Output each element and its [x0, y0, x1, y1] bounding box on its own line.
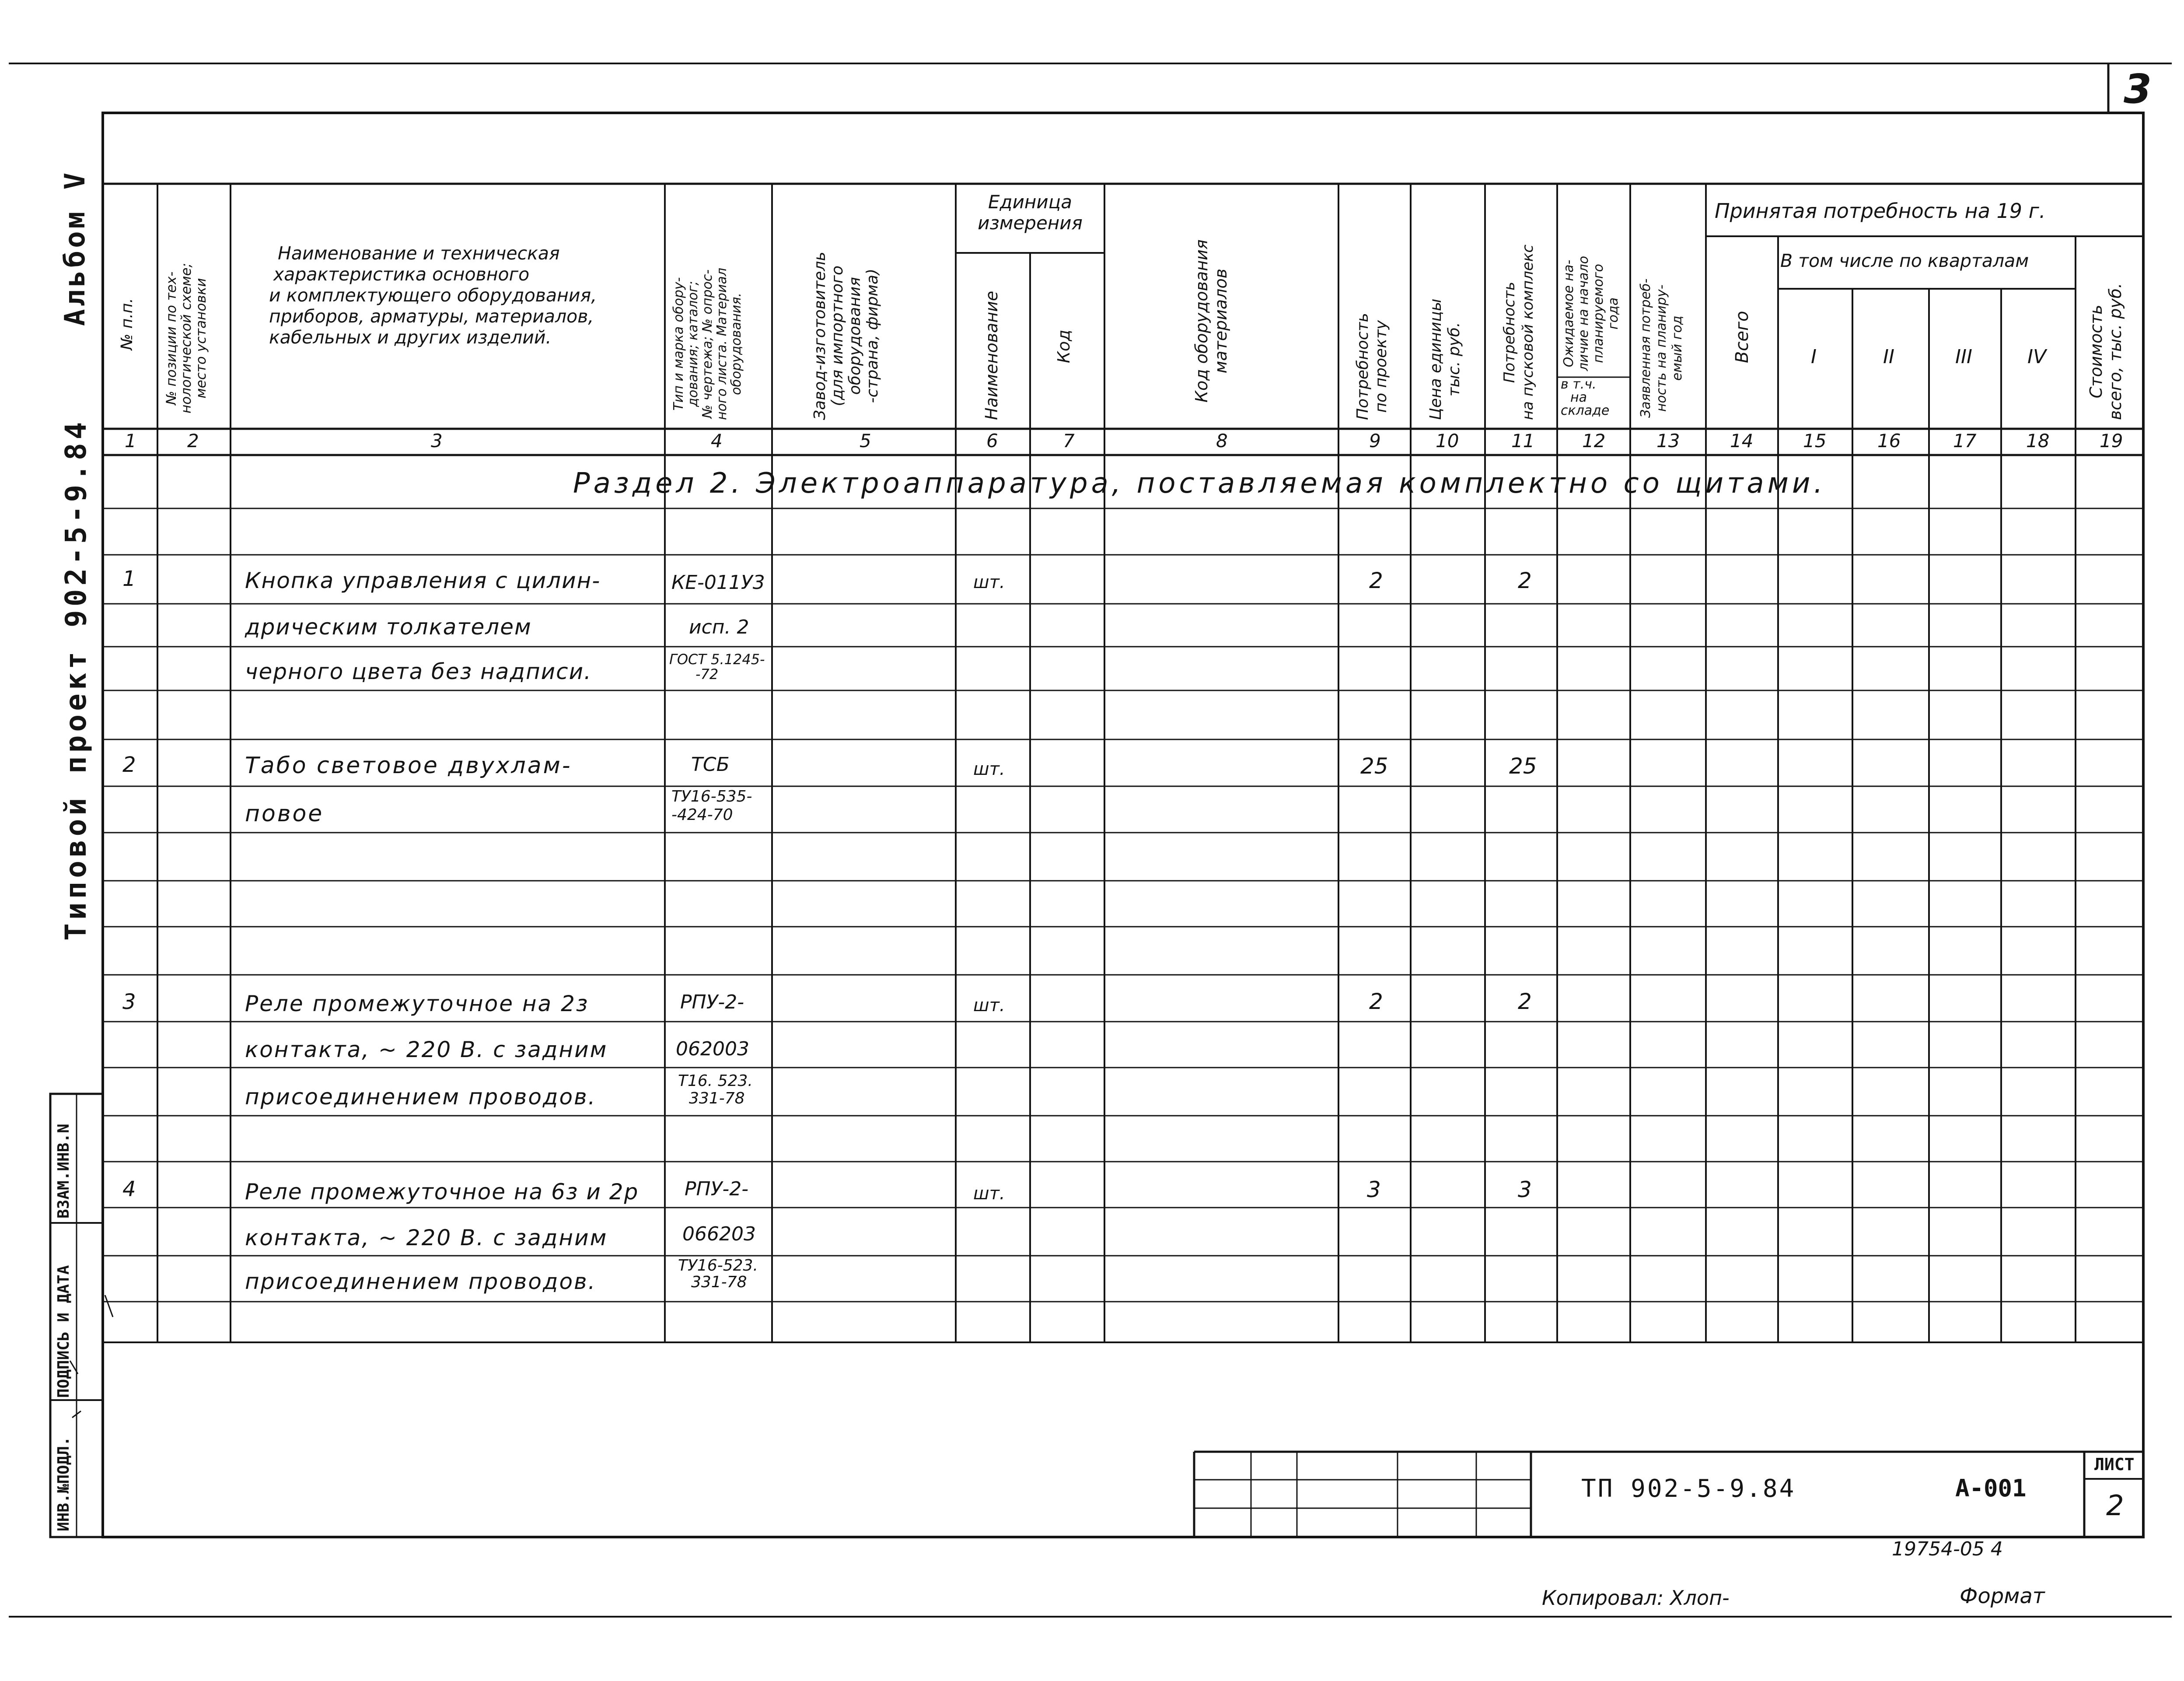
header-col-10: Цена единицы тыс. руб. [1427, 298, 1463, 420]
header-col-5: Завод-изготовитель (для импортного оборудования -страна, фирма) [811, 252, 881, 420]
stamp-inv-podl: ИНВ.№ПОДЛ. [55, 1436, 73, 1531]
item-1-no: 1 [122, 567, 136, 591]
col-num-6: 6 [986, 430, 998, 452]
header-col-9: Потребность по проекту [1354, 313, 1390, 420]
item-1-name-1: Кнопка управления с цилин- [245, 568, 601, 593]
col-num-10: 10 [1436, 430, 1459, 452]
col-num-9: 9 [1369, 430, 1381, 452]
doc-code: ТП 902-5-9.84 [1581, 1474, 1796, 1503]
item-4-name-3: присоединением проводов. [245, 1269, 597, 1294]
header-col-17: III [1955, 346, 1972, 368]
col-num-2: 2 [187, 430, 199, 452]
item-4-type-4: 331-78 [691, 1273, 747, 1291]
item-1-need: 2 [1369, 568, 1383, 593]
col-num-3: 3 [431, 430, 443, 452]
item-4-start: 3 [1518, 1177, 1532, 1202]
col-num-17: 17 [1953, 430, 1977, 452]
header-unit-group: Единица измерения [978, 191, 1083, 234]
item-1-name-3: черного цвета без надписи. [245, 659, 592, 684]
item-1-type-4: -72 [695, 666, 719, 683]
sheet-label: ЛИСТ [2094, 1455, 2135, 1474]
item-4-unit: шт. [973, 1184, 1005, 1204]
item-1-unit: шт. [973, 572, 1005, 592]
header-col-7: Код [1054, 329, 1073, 363]
item-3-name-3: присоединением проводов. [245, 1084, 597, 1110]
col-num-11: 11 [1511, 430, 1535, 452]
header-col-2: № позиции по тех- нологической схеме; место установки [164, 263, 209, 413]
header-quarters-title: В том числе по кварталам [1780, 250, 2029, 271]
item-3-unit: шт. [973, 995, 1005, 1016]
item-3-start: 2 [1518, 989, 1532, 1014]
item-3-type-2: 062003 [676, 1038, 749, 1060]
item-3-need: 2 [1369, 989, 1383, 1014]
item-4-name-2: контакта, ~ 220 В. с задним [245, 1225, 608, 1250]
header-col-14: Всего [1732, 311, 1752, 363]
item-4-name-1: Реле промежуточное на 6з и 2р [245, 1179, 639, 1205]
archive-number: 19754-05 4 [1892, 1538, 2003, 1560]
header-col-1: № п.п. [118, 298, 136, 350]
item-1-type-1: КЕ-011У3 [671, 571, 765, 594]
item-1-type-2: исп. 2 [689, 616, 749, 638]
format-label: Формат [1960, 1584, 2045, 1608]
header-col-12-sub: в т.ч. на складе [1561, 377, 1610, 418]
item-2-start: 25 [1509, 753, 1537, 779]
item-1-type-3: ГОСТ 5.1245- [669, 651, 765, 668]
header-col-12: Ожидаемое на- личие на начало планируемого года [1561, 256, 1621, 371]
col-num-5: 5 [860, 430, 871, 452]
item-3-name-1: Реле промежуточное на 2з [245, 991, 589, 1016]
col-num-13: 13 [1656, 430, 1680, 452]
page-number: 3 [2124, 66, 2152, 112]
col-num-14: 14 [1730, 430, 1754, 452]
col-num-16: 16 [1877, 430, 1901, 452]
header-col-8: Код оборудования материалов [1192, 239, 1230, 403]
col-num-1: 1 [125, 430, 136, 452]
header-col-4: Тип и марка обору- дования; каталог; № чертежа; № опрос- ного листа. Материал оборудования. [671, 267, 744, 420]
col-num-12: 12 [1582, 430, 1606, 452]
item-4-type-2: 066203 [682, 1223, 756, 1245]
item-3-type-3: Т16. 523. [678, 1072, 753, 1090]
col-num-4: 4 [711, 430, 723, 452]
header-col-19: Стоимость всего, тыс. руб. [2086, 283, 2125, 420]
item-3-no: 3 [122, 990, 136, 1014]
item-3-name-2: контакта, ~ 220 В. с задним [245, 1037, 608, 1062]
item-3-type-1: РПУ-2- [680, 991, 744, 1013]
item-2-need: 25 [1360, 753, 1388, 779]
item-4-need: 3 [1367, 1177, 1381, 1202]
item-2-no: 2 [122, 753, 136, 777]
col-num-19: 19 [2100, 430, 2123, 452]
item-2-name-1: Табо световое двухлам- [245, 753, 572, 779]
item-2-type-2: ТУ16-535- [671, 788, 752, 805]
item-2-type-3: -424-70 [671, 806, 733, 824]
sheet-code: А-001 [1955, 1474, 2027, 1502]
header-col-16: II [1883, 346, 1894, 368]
item-3-type-4: 331-78 [689, 1089, 745, 1107]
header-col-18: IV [2027, 346, 2047, 368]
header-col-15: I [1811, 346, 1817, 368]
stamp-sign-date: ПОДПИСЬ И ДАТА [55, 1265, 73, 1398]
header-col-3: Наименование и техническая характеристика основного и комплектующего оборудования, приборов, арматуры, материалов, кабельных и других изделий. [269, 243, 597, 348]
item-4-type-3: ТУ16-523. [678, 1257, 758, 1275]
item-4-no: 4 [122, 1177, 136, 1201]
sheet-number: 2 [2106, 1490, 2124, 1522]
item-2-name-2: повое [245, 801, 324, 827]
item-1-name-2: дрическим толкателем [245, 614, 532, 640]
item-2-type-1: ТСБ [691, 753, 730, 776]
copied-by: Копировал: Хлоп- [1542, 1586, 1730, 1610]
album-label: Альбом V [59, 170, 91, 326]
header-col-13: Заявленная потреб- ность на планиру- емый год [1638, 278, 1685, 418]
stamp-vzam-inv: ВЗАМ.ИНВ.N [55, 1124, 73, 1219]
header-col-6: Наименование [982, 291, 1001, 420]
section-title: Раздел 2. Электроаппаратура, поставляемая комплектно со щитами. [573, 467, 1826, 500]
project-label: Типовой проект 902-5-9.84 [59, 418, 93, 941]
item-1-start: 2 [1518, 568, 1532, 593]
col-num-7: 7 [1063, 430, 1075, 452]
col-num-8: 8 [1216, 430, 1228, 452]
item-4-type-1: РПУ-2- [685, 1178, 749, 1200]
header-accepted: Принятая потребность на 19 г. [1715, 199, 2046, 223]
header-col-11: Потребность на пусковой комплекс [1501, 244, 1537, 420]
col-num-15: 15 [1803, 430, 1827, 452]
col-num-18: 18 [2026, 430, 2050, 452]
item-2-unit: шт. [973, 759, 1005, 779]
